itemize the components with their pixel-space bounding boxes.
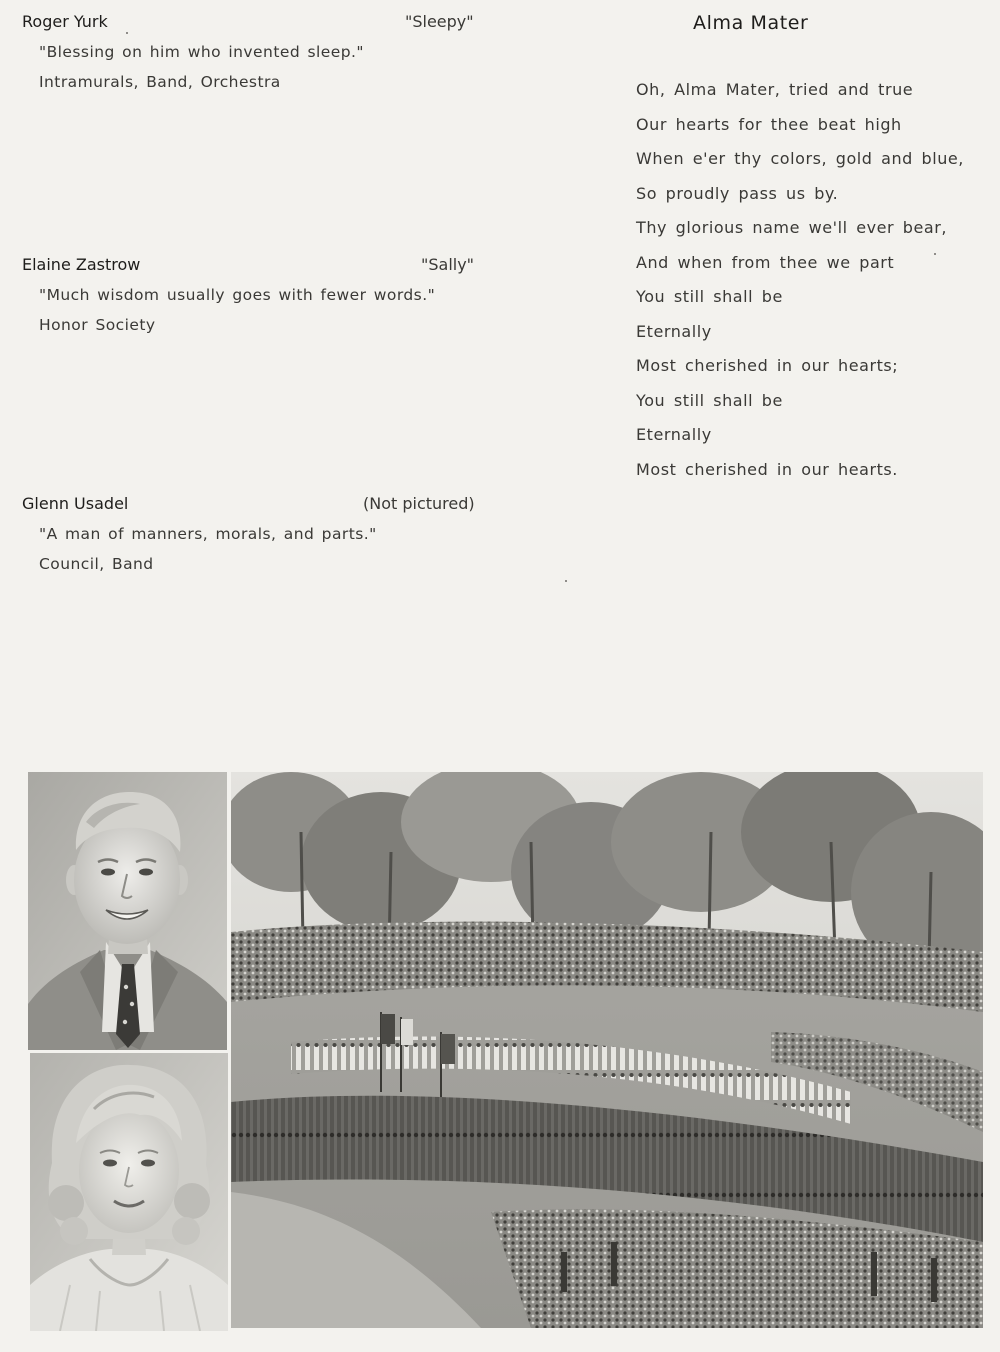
poem-line: Eternally — [636, 321, 712, 341]
portrait-photo-young-man — [28, 772, 227, 1050]
print-speck — [934, 253, 936, 255]
senior-activities: Council, Band — [39, 555, 154, 573]
portrait-man-illustration — [28, 772, 227, 1050]
senior-quote: "Blessing on him who invented sleep." — [39, 43, 364, 61]
ceremony-illustration — [231, 772, 983, 1328]
poem-line: And when from thee we part — [636, 252, 895, 272]
senior-nickname: (Not pictured) — [363, 494, 475, 513]
poem-title: Alma Mater — [693, 12, 809, 34]
poem-line: When e'er thy colors, gold and blue, — [636, 149, 964, 168]
senior-nickname: "Sally" — [421, 255, 475, 274]
portrait-woman-illustration — [30, 1053, 228, 1331]
poem-line: Our hearts for thee beat high — [636, 114, 902, 134]
senior-name: Elaine Zastrow — [22, 255, 141, 274]
graduation-ceremony-crowd-photo — [231, 772, 983, 1328]
portrait-photo-young-woman — [30, 1053, 228, 1331]
senior-name: Glenn Usadel — [22, 494, 129, 513]
poem-line: Thy glorious name we'll ever bear, — [636, 218, 947, 237]
poem-line: Most cherished in our hearts. — [636, 459, 898, 479]
print-speck — [126, 32, 128, 34]
senior-nickname: "Sleepy" — [405, 12, 474, 31]
senior-quote: "Much wisdom usually goes with fewer words." — [39, 286, 436, 304]
senior-name: Roger Yurk — [22, 12, 108, 31]
senior-activities: Intramurals, Band, Orchestra — [39, 73, 281, 91]
poem-line: Oh, Alma Mater, tried and true — [636, 80, 914, 99]
poem-line: You still shall be — [636, 287, 783, 306]
print-speck — [565, 580, 567, 582]
senior-activities: Honor Society — [39, 316, 156, 334]
senior-quote: "A man of manners, morals, and parts." — [39, 525, 377, 543]
poem-line: You still shall be — [636, 390, 783, 410]
poem-line: Eternally — [636, 425, 712, 444]
poem-line: So proudly pass us by. — [636, 183, 839, 203]
poem-lines — [636, 80, 966, 494]
poem-line: Most cherished in our hearts; — [636, 356, 899, 375]
